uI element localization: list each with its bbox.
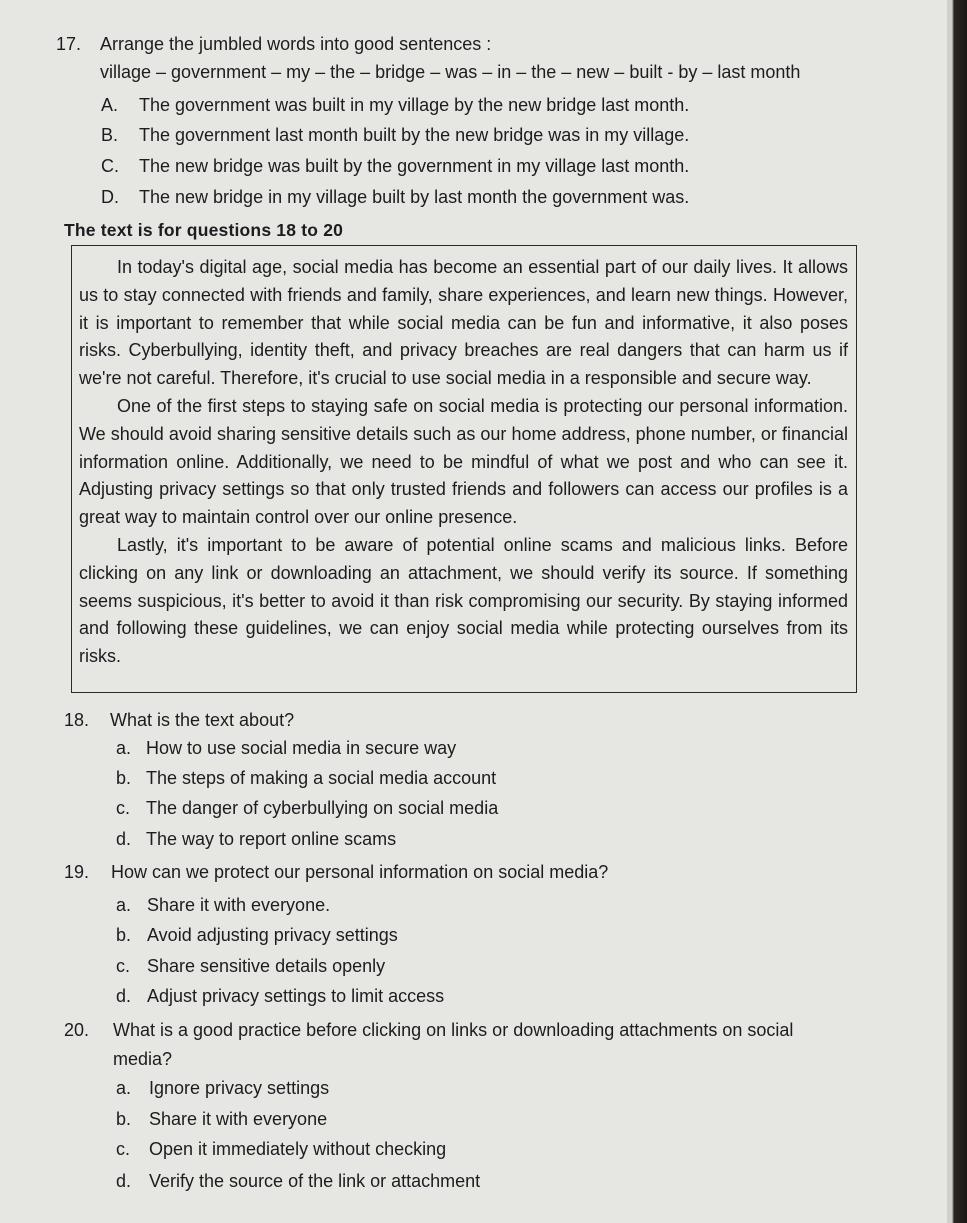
question-number: 19. (64, 862, 90, 882)
question-18 (64, 709, 294, 731)
option-letter: a. (116, 895, 132, 915)
question-number: 17. (56, 34, 82, 54)
option-text: Avoid adjusting privacy settings (147, 925, 398, 945)
passage-paragraph-1: In today's digital age, social media has become an essential part of our daily lives. It allows us to stay connected with friends and family, share experiences, and learn new things. However, it is important to remember that while social media can be fun and informative, it also poses risks. Cyberbullying, identity theft, and privacy breaches are real dangers that can harm us if we're not careful. Therefore, it's crucial to use social media in a responsible and secure way. (79, 257, 848, 389)
option-letter: B. (101, 125, 119, 145)
option-text: The new bridge in my village built by last month the government was. (139, 187, 690, 207)
option-letter: d. (116, 829, 132, 849)
option-text: Adjust privacy settings to limit access (147, 986, 445, 1006)
question-19 (64, 861, 608, 883)
option-text: The way to report online scams (146, 829, 397, 849)
option-19-b (116, 924, 398, 946)
option-20-c (116, 1138, 446, 1160)
option-20-d (116, 1170, 480, 1192)
option-text: The government last month built by the new bridge was in my village. (139, 125, 690, 145)
passage-intro: The text is for questions 18 to 20 (64, 220, 344, 240)
option-letter: c. (116, 956, 131, 976)
option-18-c (116, 797, 498, 819)
option-letter: a. (116, 738, 132, 758)
question-prompt: What is the text about? (110, 710, 295, 730)
jumbled-words: village – government – my – the – bridge – was – in – the – new – built - by – last month (100, 62, 801, 82)
option-text: How to use social media in secure way (146, 738, 457, 758)
option-letter: a. (116, 1078, 132, 1098)
question-20-continued: media? (113, 1049, 173, 1069)
option-19-a (116, 894, 330, 916)
question-number: 18. (64, 710, 90, 730)
option-text: Verify the source of the link or attachment (149, 1171, 481, 1191)
option-text: The danger of cyberbullying on social media (146, 798, 499, 818)
question-20 (64, 1019, 793, 1041)
option-20-a (116, 1077, 329, 1099)
option-text: Share sensitive details openly (147, 956, 386, 976)
page-edge-shadow (947, 0, 967, 1223)
option-19-d (116, 985, 444, 1007)
option-letter: d. (116, 986, 132, 1006)
question-prompt: What is a good practice before clicking on links or downloading attachments on social (113, 1020, 794, 1040)
option-text: The new bridge was built by the government in my village last month. (139, 156, 690, 176)
option-text: Share it with everyone. (147, 895, 331, 915)
question-17 (56, 33, 491, 55)
option-17-b (101, 124, 689, 146)
option-letter: C. (101, 156, 119, 176)
option-letter: c. (116, 1139, 131, 1159)
option-letter: d. (116, 1171, 132, 1191)
option-20-b (116, 1108, 327, 1130)
option-text: Share it with everyone (149, 1109, 328, 1129)
option-letter: b. (116, 925, 132, 945)
question-number: 20. (64, 1020, 90, 1040)
question-prompt: How can we protect our personal information on social media? (111, 862, 609, 882)
option-text: The steps of making a social media account (146, 768, 497, 788)
option-17-c (101, 155, 689, 177)
option-letter: b. (116, 1109, 132, 1129)
option-18-b (116, 767, 496, 789)
option-19-c (116, 955, 385, 977)
option-text: Open it immediately without checking (149, 1139, 447, 1159)
question-prompt: Arrange the jumbled words into good sentences : (100, 34, 492, 54)
option-18-d (116, 828, 396, 850)
option-letter: b. (116, 768, 132, 788)
option-text: The government was built in my village by the new bridge last month. (139, 95, 690, 115)
option-letter: D. (101, 187, 119, 207)
reading-passage (71, 245, 857, 693)
option-17-d (101, 186, 689, 208)
option-letter: c. (116, 798, 131, 818)
option-18-a (116, 737, 456, 759)
passage-paragraph-2: One of the first steps to staying safe on social media is protecting our personal information. We should avoid sharing sensitive details such as our home address, phone number, or financial information online. Additionally, we need to be mindful of what we post and who can see it. Adjusting privacy settings so that only trusted friends and followers can access our profiles is a great way to maintain control over our online presence. (79, 395, 848, 528)
option-17-a (101, 94, 689, 116)
passage-paragraph-3: Lastly, it's important to be aware of potential online scams and malicious links. Before clicking on any link or downloading an attachment, we should verify its source. If something seems suspicious, it's better to avoid it than risk compromising our security. By staying informed and following these guidelines, we can enjoy social media while protecting ourselves from its risks. (79, 534, 848, 667)
option-text: Ignore privacy settings (149, 1078, 330, 1098)
option-letter: A. (101, 95, 119, 115)
